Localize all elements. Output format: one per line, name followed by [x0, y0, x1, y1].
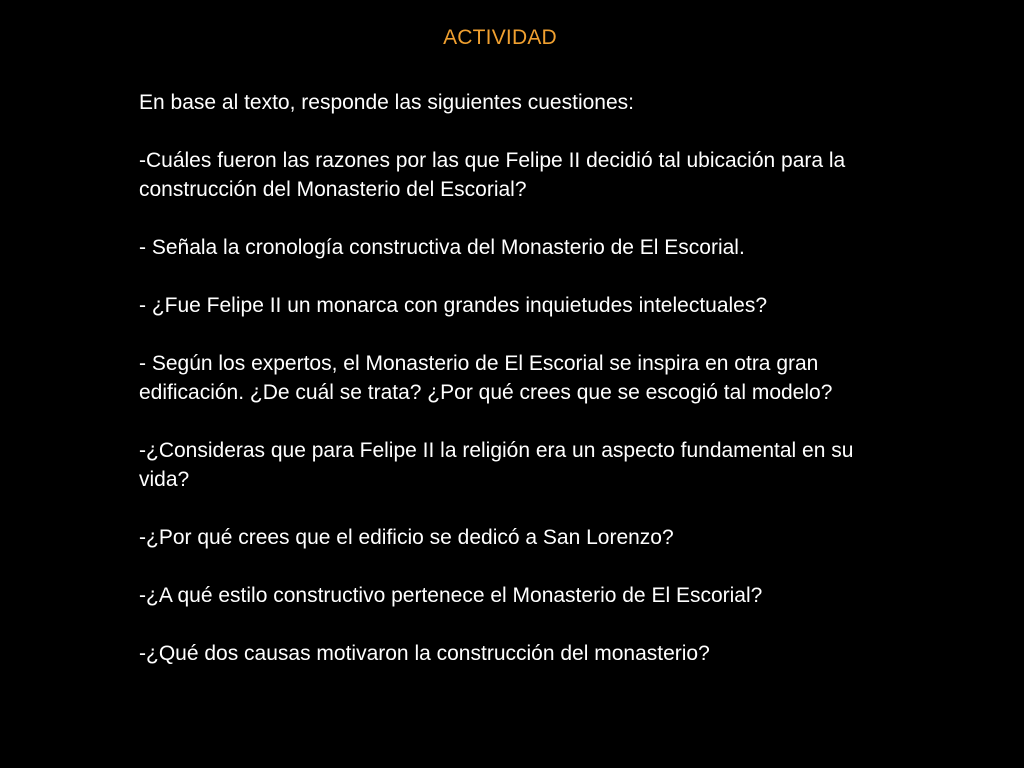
question-item: -¿Qué dos causas motivaron la construcción del monasterio?	[139, 642, 710, 665]
question-item: -Cuáles fueron las razones por las que Felipe II decidió tal ubicación para la construcción del Monasterio del Escorial?	[139, 149, 846, 201]
slide-title: ACTIVIDAD	[443, 26, 557, 49]
question-item: - ¿Fue Felipe II un monarca con grandes inquietudes intelectuales?	[139, 294, 768, 317]
intro-text: En base al texto, responde las siguientes cuestiones:	[139, 91, 634, 114]
question-item: - Señala la cronología constructiva del Monasterio de El Escorial.	[139, 236, 745, 259]
slide-body	[139, 88, 879, 668]
question-item: - Según los expertos, el Monasterio de El Escorial se inspira en otra gran edificación. ¿De cuál se trata? ¿Por qué crees que se escogió tal modelo?	[139, 352, 833, 404]
question-item: -¿A qué estilo constructivo pertenece el Monasterio de El Escorial?	[139, 584, 763, 607]
question-item: -¿Consideras que para Felipe II la religión era un aspecto fundamental en su vida?	[139, 439, 854, 491]
question-item: -¿Por qué crees que el edificio se dedicó a San Lorenzo?	[139, 526, 674, 549]
